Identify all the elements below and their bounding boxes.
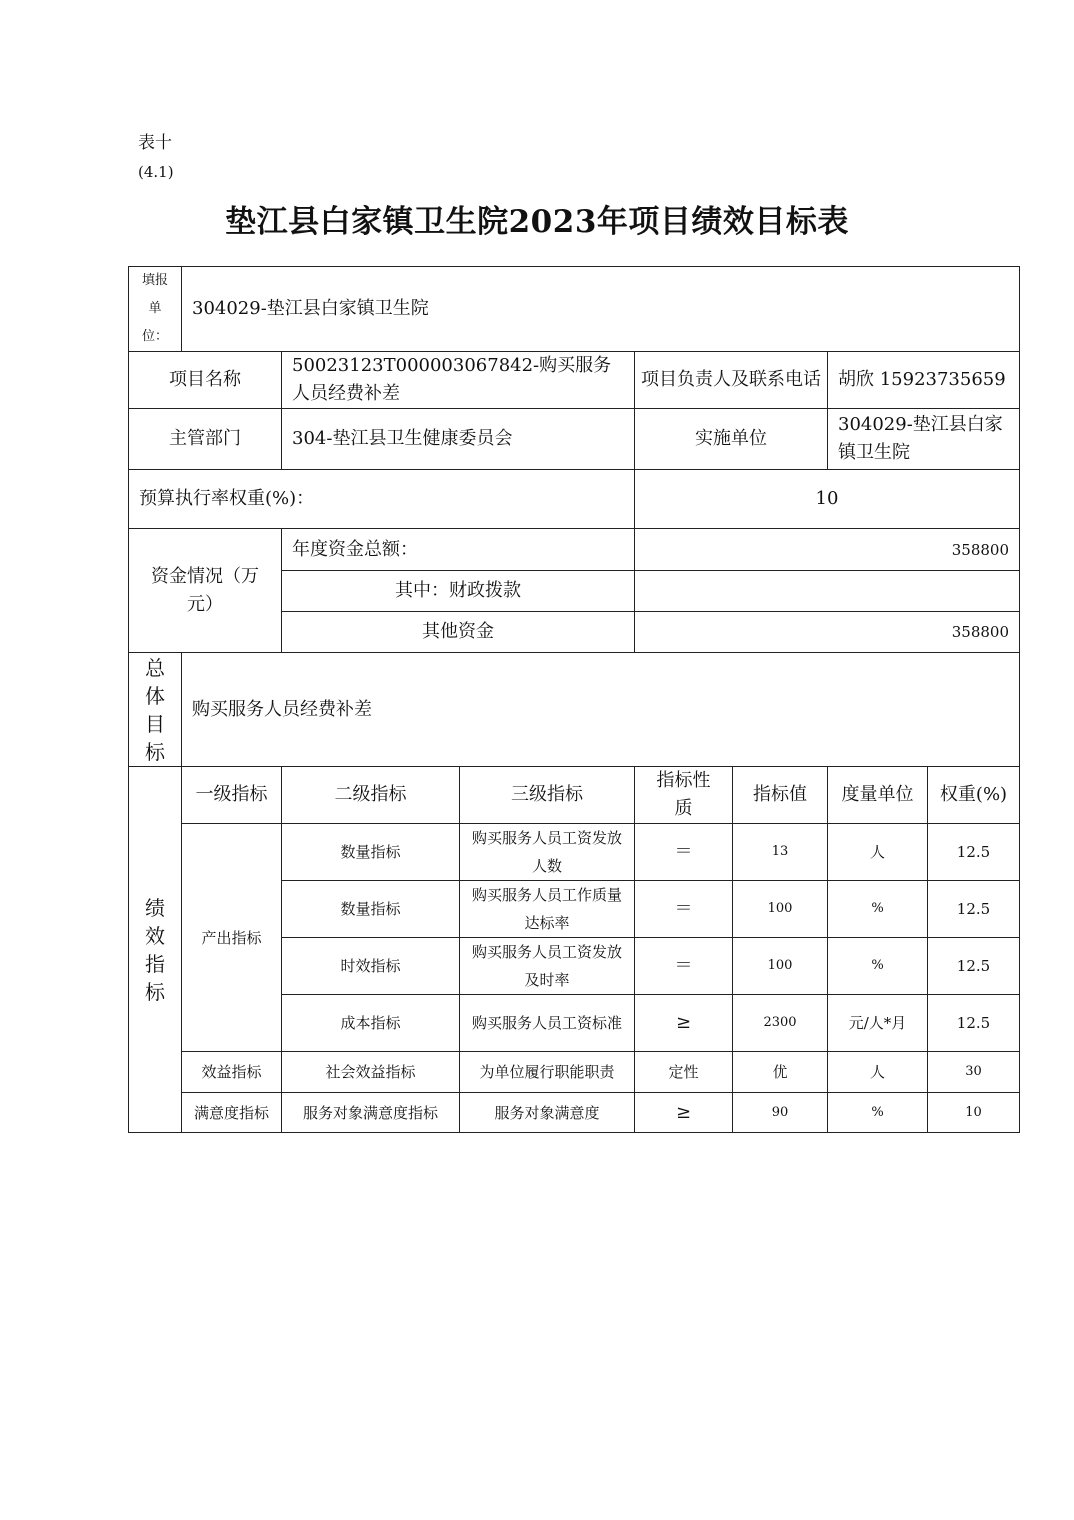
funds-label: 资金情况（万元） [128, 528, 282, 653]
funds-total-value: 358800 [634, 528, 1020, 571]
header-unit: 度量单位 [827, 766, 928, 824]
fill-unit-value: 304029-垫江县白家镇卫生院 [181, 266, 1020, 352]
table-row-unit: % [827, 1092, 928, 1133]
table-row-unit: 人 [827, 1051, 928, 1093]
table-row-level3: 购买服务人员工资发放人数 [459, 823, 635, 881]
table-row-value: 100 [732, 880, 828, 938]
funds-fiscal-label: 其中：财政拨款 [281, 570, 635, 612]
level1-satisfaction: 满意度指标 [181, 1092, 282, 1133]
table-row-level2: 社会效益指标 [281, 1051, 460, 1093]
table-row-value: 2300 [732, 994, 828, 1052]
level1-output: 产出指标 [181, 823, 282, 1052]
budget-rate-label: 预算执行率权重(%)： [128, 469, 635, 529]
dept-value: 304-垫江县卫生健康委员会 [281, 408, 635, 470]
table-row-unit: % [827, 937, 928, 995]
project-name-value: 50023123T000003067842-购买服务人员经费补差 [281, 351, 635, 409]
table-row-weight: 12.5 [927, 823, 1020, 881]
table-row-nature: ＝ [634, 823, 733, 881]
table-row-level2: 成本指标 [281, 994, 460, 1052]
fill-unit-label: 填报 单 位： [128, 266, 182, 352]
page-title: 垫江县白家镇卫生院2023年项目绩效目标表 [225, 204, 849, 240]
table-row-weight: 12.5 [927, 937, 1020, 995]
table-row-value: 优 [732, 1051, 828, 1093]
table-row-value: 100 [732, 937, 828, 995]
table-row-weight: 10 [927, 1092, 1020, 1133]
table-row-level2: 服务对象满意度指标 [281, 1092, 460, 1133]
header-weight: 权重(%) [927, 766, 1020, 824]
contact-value: 胡欣 15923735659 [827, 351, 1020, 409]
header-nature: 指标性质 [634, 766, 733, 824]
table-row-nature: ＝ [634, 937, 733, 995]
table-row-unit: 元/人*月 [827, 994, 928, 1052]
level1-benefit: 效益指标 [181, 1051, 282, 1093]
table-row-value: 13 [732, 823, 828, 881]
performance-goal-table [128, 266, 1020, 1133]
table-row-unit: 人 [827, 823, 928, 881]
budget-rate-value: 10 [634, 469, 1020, 529]
table-row-level2: 时效指标 [281, 937, 460, 995]
funds-other-value: 358800 [634, 611, 1020, 653]
overall-goal-label: 总 体 目 标 [128, 652, 182, 767]
table-row-level3: 购买服务人员工资发放及时率 [459, 937, 635, 995]
funds-total-label: 年度资金总额： [281, 528, 635, 571]
table-row-nature: 定性 [634, 1051, 733, 1093]
header-level3: 三级指标 [459, 766, 635, 824]
contact-label: 项目负责人及联系电话 [634, 351, 828, 409]
table-row-nature: ≥ [634, 994, 733, 1052]
table-row-value: 90 [732, 1092, 828, 1133]
table-row-weight: 12.5 [927, 880, 1020, 938]
table-row-level3: 服务对象满意度 [459, 1092, 635, 1133]
funds-fiscal-value [634, 570, 1020, 612]
table-number: 表十 [138, 133, 172, 153]
header-level1: 一级指标 [181, 766, 282, 824]
header-value: 指标值 [732, 766, 828, 824]
table-row-level3: 购买服务人员工资标准 [459, 994, 635, 1052]
table-row-weight: 30 [927, 1051, 1020, 1093]
table-row-nature: ＝ [634, 880, 733, 938]
project-name-label: 项目名称 [128, 351, 282, 409]
table-row-weight: 12.5 [927, 994, 1020, 1052]
table-row-level2: 数量指标 [281, 823, 460, 881]
table-row-unit: % [827, 880, 928, 938]
funds-other-label: 其他资金 [281, 611, 635, 653]
dept-label: 主管部门 [128, 408, 282, 470]
table-row-nature: ≥ [634, 1092, 733, 1133]
header-level2: 二级指标 [281, 766, 460, 824]
impl-value: 304029-垫江县白家镇卫生院 [827, 408, 1020, 470]
table-subnumber: (4.1) [138, 163, 174, 181]
table-row-level3: 为单位履行职能职责 [459, 1051, 635, 1093]
impl-label: 实施单位 [634, 408, 828, 470]
table-row-level3: 购买服务人员工作质量达标率 [459, 880, 635, 938]
performance-label: 绩 效 指 标 [128, 766, 182, 1133]
table-row-level2: 数量指标 [281, 880, 460, 938]
overall-goal-value: 购买服务人员经费补差 [181, 652, 1020, 767]
